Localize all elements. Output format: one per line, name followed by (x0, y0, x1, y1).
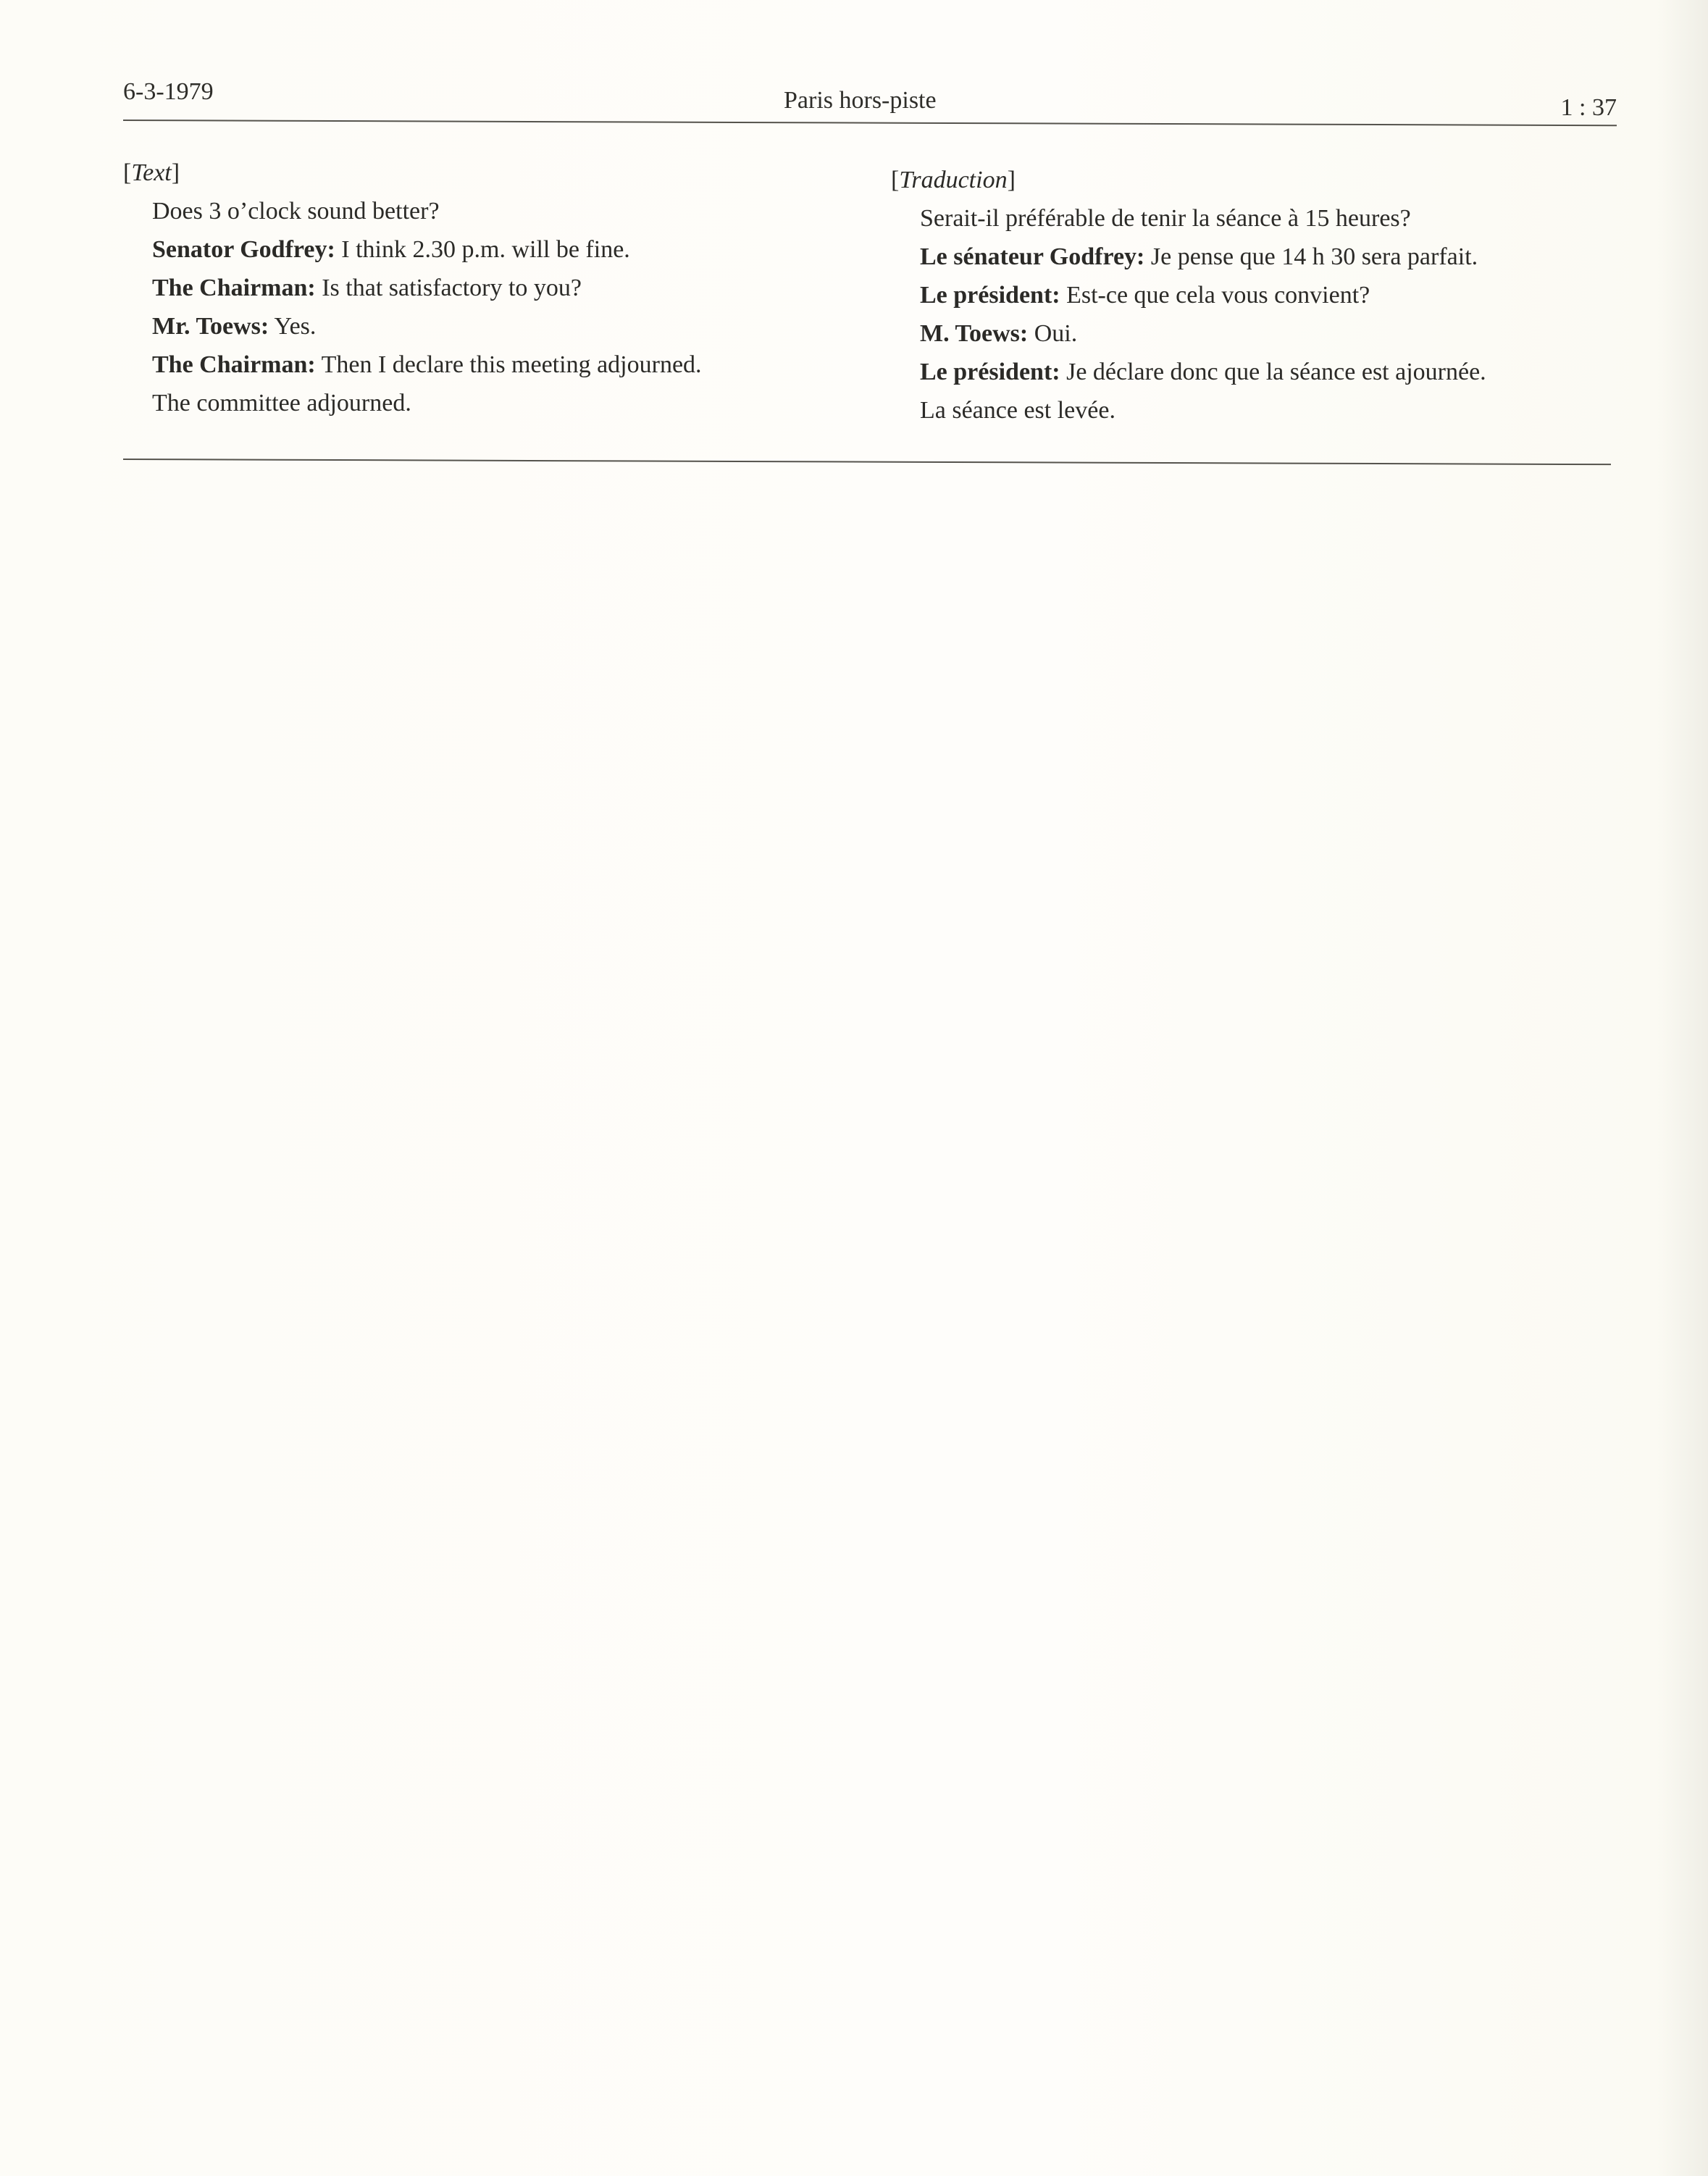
french-line (920, 276, 1615, 314)
utterance-text: I think 2.30 p.m. will be fine. (335, 236, 630, 263)
utterance-text: Yes. (269, 313, 317, 340)
english-line (152, 192, 847, 230)
french-line (920, 353, 1615, 391)
french-line (920, 238, 1615, 276)
utterance-text: Is that satisfactory to you? (315, 275, 582, 301)
utterance-text: Est-ce que cela vous convient? (1060, 282, 1370, 309)
header-title: Paris hors-piste (784, 87, 937, 114)
french-tag: [Traduction] (891, 167, 1016, 193)
english-column (123, 154, 847, 422)
utterance-text: Then I declare this meeting adjourned. (315, 351, 702, 378)
english-line (152, 269, 847, 307)
speaker-label: Le président: (920, 359, 1060, 385)
english-line (152, 346, 847, 384)
utterance-text: Je pense que 14 h 30 sera parfait. (1144, 243, 1478, 270)
french-line (920, 314, 1615, 353)
french-line (920, 199, 1615, 238)
utterance-text: Serait-il préférable de tenir la séance à 15 heures? (920, 205, 1411, 232)
header-page-number: 1 : 37 (1560, 94, 1617, 121)
section-end-rule (123, 459, 1611, 465)
utterance-text: The committee adjourned. (152, 390, 411, 417)
header-date: 6-3-1979 (123, 78, 214, 105)
speaker-label: M. Toews: (920, 320, 1029, 347)
utterance-text: Oui. (1028, 320, 1078, 347)
utterance-text: Je déclare donc que la séance est ajournée. (1060, 359, 1486, 385)
english-line (152, 307, 847, 346)
speaker-label: Le sénateur Godfrey: (920, 243, 1145, 270)
english-tag: [Text] (123, 159, 180, 186)
utterance-text: Does 3 o’clock sound better? (152, 198, 440, 225)
speaker-label: Mr. Toews: (152, 313, 269, 340)
speaker-label: Senator Godfrey: (152, 236, 335, 263)
utterance-text: La séance est levée. (920, 397, 1115, 424)
speaker-label: The Chairman: (152, 275, 316, 301)
english-line (152, 230, 847, 269)
french-column (891, 161, 1615, 430)
french-line (920, 391, 1615, 430)
speaker-label: The Chairman: (152, 351, 316, 378)
speaker-label: Le président: (920, 282, 1060, 309)
english-line (152, 384, 847, 422)
